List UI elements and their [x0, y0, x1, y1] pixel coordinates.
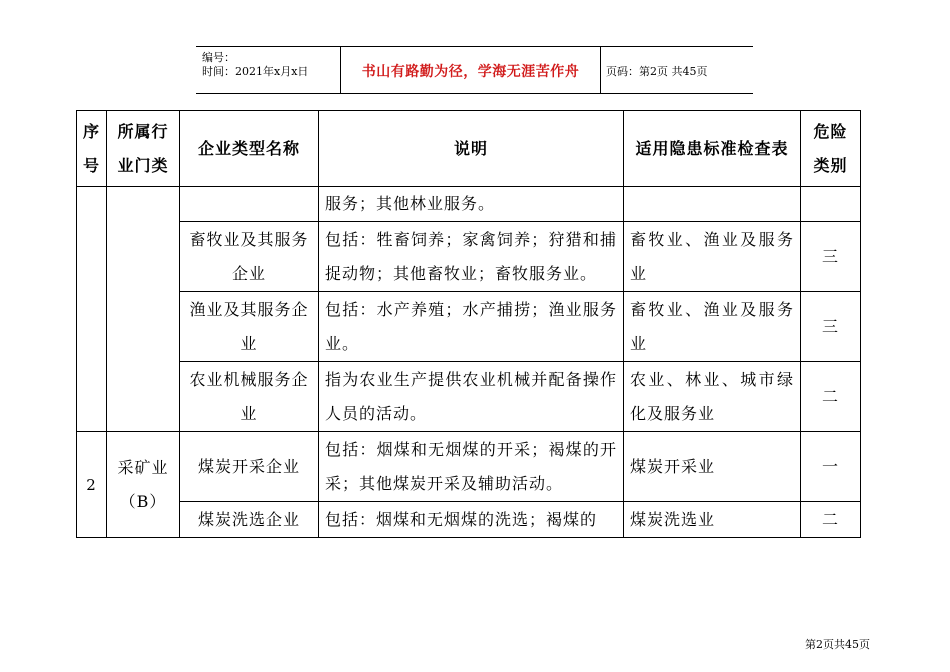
header-description: 说明 — [319, 111, 624, 187]
risk-cell: 三 — [801, 222, 861, 292]
header-type-name: 企业类型名称 — [180, 111, 319, 187]
seq-cell: 2 — [77, 432, 107, 538]
table-row — [77, 502, 861, 538]
page-label: 页码：第2页 共45页 — [606, 65, 708, 78]
header-seq-line2: 号 — [83, 155, 101, 175]
page-header — [196, 46, 753, 94]
table-row — [77, 292, 861, 362]
description-cell: 指为农业生产提供农业机械并配备操作人员的活动。 — [319, 362, 624, 432]
checklist-cell: 畜牧业、渔业及服务业 — [624, 222, 801, 292]
time-label: 时间：2021年x月x日 — [202, 65, 309, 78]
table-row — [77, 187, 861, 222]
type-name-cell: 煤炭开采企业 — [180, 432, 319, 502]
header-motto-box — [340, 47, 601, 93]
checklist-cell: 畜牧业、渔业及服务业 — [624, 292, 801, 362]
type-name-cell: 农业机械服务企业 — [180, 362, 319, 432]
type-name-cell — [180, 187, 319, 222]
table-row — [77, 222, 861, 292]
enterprise-type-table — [76, 110, 861, 538]
header-checklist: 适用隐患标准检查表 — [624, 111, 801, 187]
risk-cell: 三 — [801, 292, 861, 362]
description-cell: 包括：烟煤和无烟煤的开采；褐煤的开采；其他煤炭开采及辅助活动。 — [319, 432, 624, 502]
header-risk-line2: 类别 — [813, 155, 848, 175]
sector-cell: 采矿业（B） — [107, 432, 180, 538]
risk-cell: 一 — [801, 432, 861, 502]
header-seq — [77, 111, 107, 187]
risk-cell: 二 — [801, 362, 861, 432]
page-footer: 第2页共45页 — [805, 638, 870, 651]
header-sector-line1: 所属行 — [117, 121, 169, 141]
header-seq-line1: 序 — [83, 121, 101, 141]
header-meta — [196, 47, 336, 93]
code-label: 编号： — [202, 51, 235, 64]
table-row — [77, 432, 861, 502]
header-risk-line1: 危险 — [813, 121, 848, 141]
sector-cell — [107, 187, 180, 432]
risk-cell — [801, 187, 861, 222]
description-cell: 包括：水产养殖；水产捕捞；渔业服务业。 — [319, 292, 624, 362]
seq-cell — [77, 187, 107, 432]
type-name-cell: 畜牧业及其服务企业 — [180, 222, 319, 292]
description-cell: 包括：牲畜饲养；家禽饲养；狩猎和捕捉动物；其他畜牧业；畜牧服务业。 — [319, 222, 624, 292]
description-cell: 包括：烟煤和无烟煤的洗选；褐煤的 — [319, 502, 624, 538]
checklist-cell: 农业、林业、城市绿化及服务业 — [624, 362, 801, 432]
type-name-cell: 渔业及其服务企业 — [180, 292, 319, 362]
motto-text: 书山有路勤为径，学海无涯苦作舟 — [361, 64, 580, 80]
risk-cell: 二 — [801, 502, 861, 538]
type-name-cell: 煤炭洗选企业 — [180, 502, 319, 538]
table-header-row — [77, 111, 861, 187]
header-sector — [107, 111, 180, 187]
header-risk — [801, 111, 861, 187]
checklist-cell: 煤炭开采业 — [624, 432, 801, 502]
checklist-cell — [624, 187, 801, 222]
checklist-cell: 煤炭洗选业 — [624, 502, 801, 538]
header-sector-line2: 业门类 — [117, 155, 169, 175]
description-cell: 服务；其他林业服务。 — [319, 187, 624, 222]
table-row — [77, 362, 861, 432]
